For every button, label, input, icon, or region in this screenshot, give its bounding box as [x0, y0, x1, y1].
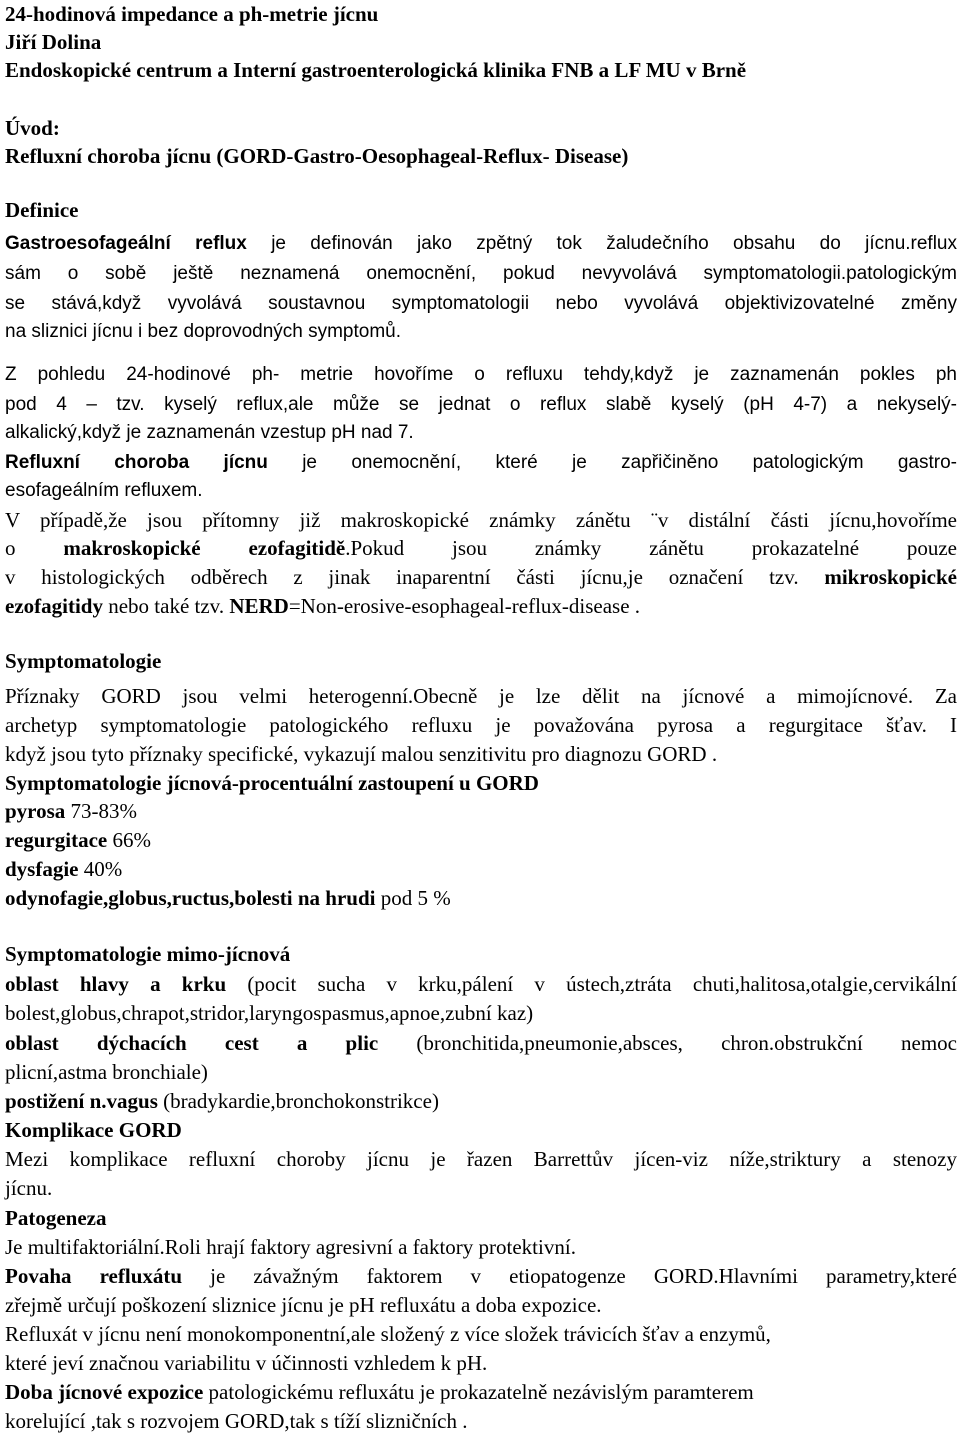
exposure-line-1 [5, 1378, 754, 1406]
author: Jiří Dolina [5, 30, 102, 54]
affiliation: Endoskopické centrum a Interní gastroenterologická klinika FNB a LF MU v Brně [5, 58, 747, 82]
refluxate-composition-line-1: Refluxát v jícnu není monokomponentní,ale složený z více složek trávicích šťav a enzymů, [5, 1322, 771, 1346]
ph-paragraph-line-1: Z pohledu 24-hodinové ph- metrie hovoříme o refluxu tehdy,když je zaznamenán pokles ph [5, 364, 957, 385]
nerd-term: NERD [229, 594, 289, 618]
symptom-name: odynofagie,globus,ructus,bolesti na hrudi [5, 886, 376, 910]
airways-term: oblast dýchacích cest a plic [5, 1031, 379, 1055]
complications-line-1: Mezi komplikace refluxní choroby jícnu je řazen Barrettův jícen-viz níže,striktury a stenozy [5, 1147, 957, 1171]
esophagitis-line-4-mid: nebo také tzv. [102, 594, 230, 618]
esophagitis-prefix: o [5, 536, 64, 560]
pathogenesis-line-1: Je multifaktoriální.Roli hrají faktory agresivní a faktory protektivní. [5, 1235, 576, 1259]
esophagitis-line-3-text: v histologických odběrech z jinak inaparentní části jícnu,je označení tzv. [5, 565, 825, 589]
ph-paragraph-line-3: alkalický,když je zaznamenán vzestup pH nad 7. [5, 422, 414, 443]
airways-text: (bronchitida,pneumonie,absces, chron.obstrukční nemoc [378, 1031, 957, 1055]
symptom-name: dysfagie [5, 857, 79, 881]
symptom-value: 40% [78, 857, 123, 881]
definition-term: Gastroesofageální reflux [5, 233, 247, 254]
esophagitis-line-4 [5, 592, 640, 620]
definition-line-3: se stává,když vyvolává soustavnou symptomatologii nebo vyvolává objektivizovatelné změny [5, 293, 957, 314]
esophagitis-line-2 [5, 534, 957, 562]
ph-paragraph-line-2: pod 4 – tzv. kyselý reflux,ale může se jednat o reflux slabě kyselý (pH 4-7) a nekyselý- [5, 394, 957, 415]
definition-heading: Definice [5, 198, 79, 222]
refluxate-line-1 [5, 1262, 957, 1290]
complications-line-2: jícnu. [5, 1176, 53, 1200]
airways-line-1 [5, 1029, 957, 1057]
symptoms-heading: Symptomatologie [5, 649, 162, 673]
head-neck-line-1 [5, 970, 957, 998]
refluxate-term: Povaha refluxátu [5, 1264, 183, 1288]
vagus-term: postižení n.vagus [5, 1089, 158, 1113]
symptom-value: 73-83% [65, 799, 138, 823]
gord-paragraph-line-2: esofageálním refluxem. [5, 480, 203, 501]
gord-paragraph-line-1 [5, 449, 957, 477]
definition-line-1 [5, 230, 957, 258]
head-neck-text: (pocit sucha v krku,pálení v ústech,ztráta chuti,halitosa,otalgie,cervikální [226, 972, 957, 996]
doc-title: 24-hodinová impedance a ph-metrie jícnu [5, 2, 379, 26]
esophageal-symptoms-heading: Symptomatologie jícnová-procentuální zastoupení u GORD [5, 771, 539, 795]
extraesophageal-heading: Symptomatologie mimo-jícnová [5, 942, 291, 966]
vagus-line [5, 1087, 439, 1115]
esophagitis-line-2-text: .Pokud jsou známky zánětu prokazatelné pouze [345, 536, 957, 560]
symptom-name: regurgitace [5, 828, 108, 852]
vagus-text: (bradykardie,bronchokonstrikce) [157, 1089, 439, 1113]
head-neck-line-2: bolest,globus,chrapot,stridor,laryngospasmus,apnoe,zubní kaz) [5, 1001, 534, 1025]
gord-term: Refluxní choroba jícnu [5, 452, 268, 473]
symptom-value: 66% [107, 828, 151, 852]
macroscopic-term: makroskopické ezofagitidě [63, 536, 346, 560]
definition-line-2: sám o sobě ještě neznamená onemocnění, pokud nevyvolává symptomatologii.patologickým [5, 263, 957, 284]
exposure-term: Doba jícnové expozice [5, 1380, 204, 1404]
gord-text: je onemocnění, které je zapřičiněno patologickým gastro- [267, 452, 957, 473]
symptom-value: pod 5 % [375, 886, 451, 910]
symptoms-line-3: když jsou tyto příznaky specifické, vykazují malou senzitivitu pro diagnozu GORD . [5, 742, 718, 766]
definition-line-4: na sliznici jícnu i bez doprovodných symptomů. [5, 321, 402, 342]
nerd-definition: =Non-erosive-esophageal-reflux-disease . [288, 594, 641, 618]
symptoms-line-1: Příznaky GORD jsou velmi heterogenní.Obecně je lze dělit na jícnové a mimojícnové. Za [5, 684, 957, 708]
exposure-line-2: korelující ,tak s rozvojem GORD,tak s tíží slizničních . [5, 1409, 468, 1433]
symptom-item [5, 855, 122, 883]
refluxate-line-2: zřejmě určují poškození sliznice jícnu je pH refluxátu a doba expozice. [5, 1293, 602, 1317]
symptoms-line-2: archetyp symptomatologie patologického refluxu je považována pyrosa a regurgitace šťav. I [5, 713, 957, 737]
refluxate-text: je závažným faktorem v etiopatogenze GORD.Hlavními parametry,které [182, 1264, 958, 1288]
symptom-item [5, 797, 137, 825]
microscopic-term: mikroskopické [824, 565, 957, 589]
esophagitis-line-1: V případě,že jsou přítomny již makroskopické známky zánětu ¨v distální části jícnu,hovoříme [5, 508, 957, 532]
airways-line-2: plicní,astma bronchiale) [5, 1060, 208, 1084]
symptom-item [5, 884, 451, 912]
refluxate-composition-line-2: které jeví značnou variabilitu v účinnosti vzhledem k pH. [5, 1351, 488, 1375]
complications-heading: Komplikace GORD [5, 1118, 182, 1142]
ezofagitidy-term: ezofagitidy [5, 594, 103, 618]
symptom-item [5, 826, 151, 854]
definition-text: je definován jako zpětný tok žaludečního obsahu do jícnu.reflux [246, 233, 957, 254]
intro-heading: Úvod: [5, 116, 60, 140]
intro-subtitle: Refluxní choroba jícnu (GORD-Gastro-Oesophageal-Reflux- Disease) [5, 144, 629, 168]
exposure-text: patologickému refluxátu je prokazatelně nezávislým paramterem [203, 1380, 754, 1404]
esophagitis-line-3 [5, 563, 957, 591]
symptom-name: pyrosa [5, 799, 66, 823]
pathogenesis-heading: Patogeneza [5, 1206, 107, 1230]
head-neck-term: oblast hlavy a krku [5, 972, 227, 996]
